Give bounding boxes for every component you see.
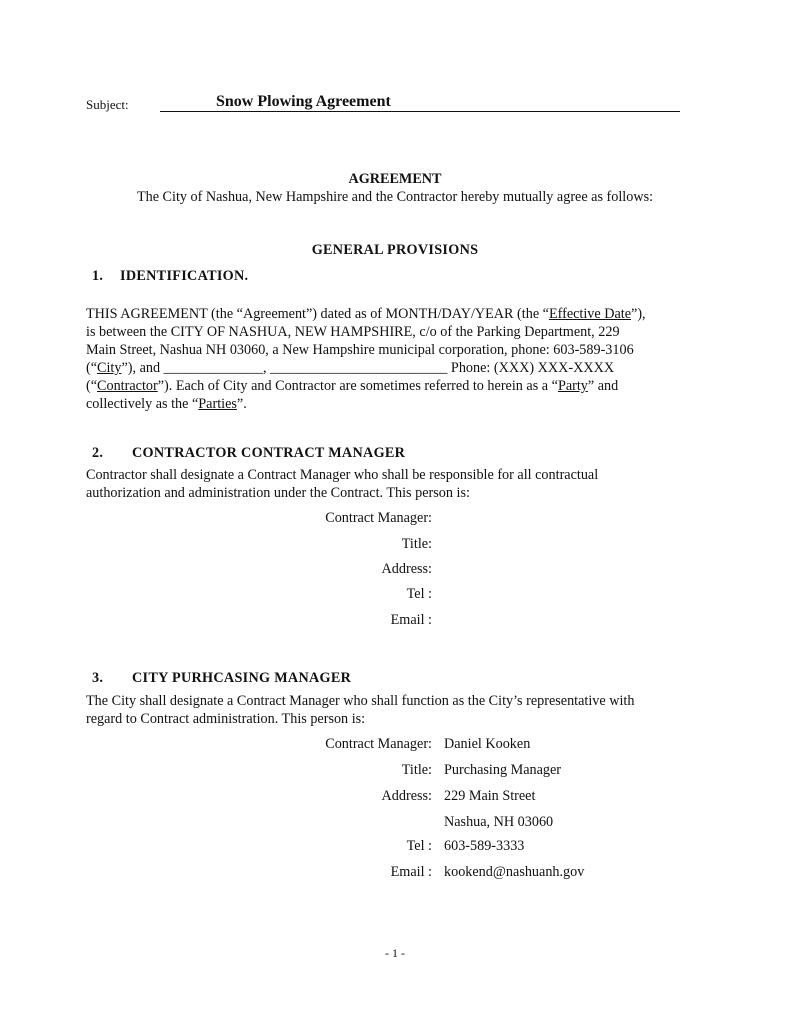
page-number: - 1 - — [385, 946, 405, 960]
section1-title: IDENTIFICATION. — [120, 268, 249, 284]
section2-line1: Contractor shall designate a Contract Manager who shall be responsible for all contractual — [86, 467, 599, 483]
section1-line3: Main Street, Nashua NH 03060, a New Hampshire municipal corporation, phone: 603-589-3106 — [86, 342, 634, 358]
city-manager-label: Contract Manager: — [325, 736, 432, 752]
section3-number: 3. — [92, 670, 104, 686]
section2-number: 2. — [92, 445, 104, 461]
section1-paragraph — [86, 305, 646, 413]
city-tel-label: Tel : — [406, 838, 432, 854]
city-email-value: kookend@nashuanh.gov — [444, 864, 585, 880]
city-term: City — [97, 360, 122, 376]
section2-line2: authorization and administration under the Contract. This person is: — [86, 485, 470, 501]
section1-line6: collectively as the “Parties”. — [86, 396, 247, 412]
section1-number: 1. — [92, 268, 104, 284]
agreement-title: AGREEMENT — [348, 171, 442, 187]
city-tel-value: 603-589-3333 — [444, 838, 525, 854]
city-address-line2: Nashua, NH 03060 — [444, 814, 554, 830]
contractor-term: Contractor — [97, 378, 158, 394]
city-title-value: Purchasing Manager — [444, 762, 562, 778]
contractor-email-label: Email : — [390, 612, 432, 628]
contractor-manager-label: Contract Manager: — [325, 510, 432, 526]
section1-line2: is between the CITY OF NASHUA, NEW HAMPSHIRE, c/o of the Parking Department, 229 — [86, 324, 620, 340]
city-address-label: Address: — [381, 788, 432, 804]
city-title-label: Title: — [401, 762, 432, 778]
parties-term: Parties — [198, 396, 237, 412]
contractor-tel-label: Tel : — [406, 586, 432, 602]
section1-line4: (“City”), and ______________, _________________________ Phone: (XXX) XXX-XXXX — [86, 360, 615, 376]
city-address-value: 229 Main Street — [444, 788, 536, 804]
section3-title: CITY PURHCASING MANAGER — [132, 670, 352, 686]
section1-line5: (“Contractor”). Each of City and Contractor are sometimes referred to herein as a “Party” and — [86, 378, 619, 394]
section3-line1: The City shall designate a Contract Manager who shall function as the City’s representative with — [86, 693, 635, 709]
section2-title: CONTRACTOR CONTRACT MANAGER — [132, 445, 406, 461]
party-term: Party — [557, 378, 588, 394]
city-manager-value: Daniel Kooken — [444, 736, 531, 752]
general-provisions-title: GENERAL PROVISIONS — [311, 242, 479, 258]
section3-paragraph — [86, 692, 634, 728]
section3-line2: regard to Contract administration. This person is: — [86, 711, 366, 727]
contractor-title-label: Title: — [401, 536, 432, 552]
effective-date-term: Effective Date — [548, 306, 632, 322]
section2-paragraph — [86, 466, 598, 502]
subject-label: Subject: — [86, 97, 129, 112]
contractor-address-label: Address: — [381, 561, 432, 577]
section1-line1: THIS AGREEMENT (the “Agreement”) dated as of MONTH/DAY/YEAR (the “Effective Date”), — [86, 306, 646, 322]
subject-value: Snow Plowing Agreement — [216, 93, 391, 110]
city-email-label: Email : — [390, 864, 432, 880]
agreement-intro: The City of Nashua, New Hampshire and the Contractor hereby mutually agree as follows: — [136, 189, 654, 205]
